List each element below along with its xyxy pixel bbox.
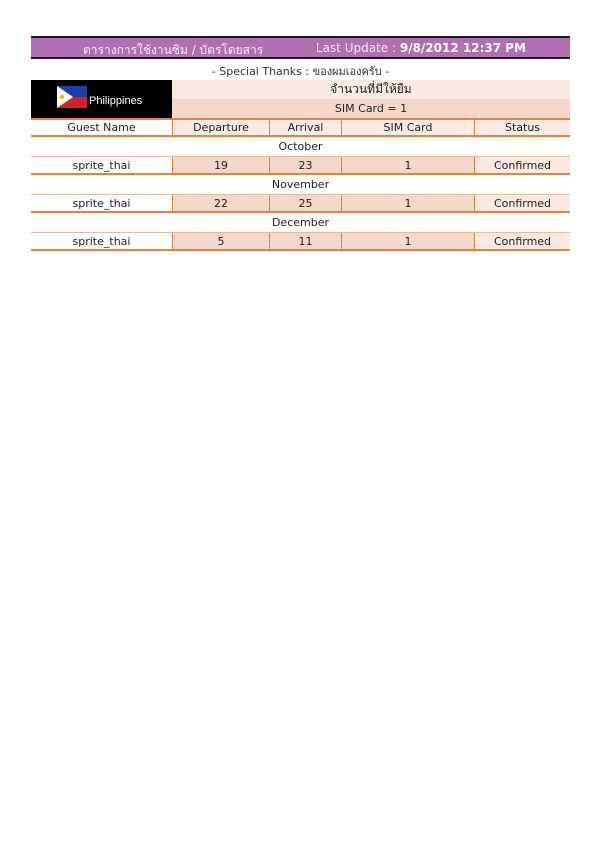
col-status: Status (474, 120, 570, 135)
col-guest-name: Guest Name (67, 121, 136, 134)
month-heading-october: October (278, 140, 323, 153)
month-heading-december: December (271, 216, 330, 229)
guest-name: sprite_thai (72, 159, 131, 172)
page-header (31, 36, 570, 59)
page-title: ตารางการใช้งานซิม / บัตรโดยสาร (83, 43, 264, 57)
col-arrival: Arrival (269, 120, 341, 135)
departure-day: 5 (172, 233, 269, 249)
table-row (31, 194, 570, 213)
last-update (316, 41, 526, 55)
special-thanks: - Special Thanks : ของผมเองครับ - (211, 65, 390, 78)
sim-card-count: 1 (341, 157, 474, 173)
sim-card-count: 1 (341, 233, 474, 249)
column-header-row (31, 118, 570, 137)
sim-card-count: 1 (341, 195, 474, 211)
guest-name: sprite_thai (72, 235, 131, 248)
sim-count: SIM Card = 1 (172, 99, 570, 118)
last-update-value: 9/8/2012 12:37 PM (399, 41, 526, 55)
month-heading-november: November (271, 178, 330, 191)
arrival-day: 25 (269, 195, 341, 211)
arrival-day: 11 (269, 233, 341, 249)
status-badge: Confirmed (474, 233, 570, 249)
last-update-label: Last Update : (315, 41, 400, 55)
country-name: Philippines (89, 95, 143, 107)
availability-heading: จำนวนที่มีให้ยืม (172, 80, 570, 99)
status-badge: Confirmed (474, 195, 570, 211)
col-sim-card: SIM Card (341, 120, 474, 135)
table-row (31, 232, 570, 251)
status-badge: Confirmed (474, 157, 570, 173)
sim-count-row (31, 99, 570, 118)
departure-day: 22 (172, 195, 269, 211)
table-row (31, 156, 570, 175)
departure-day: 19 (172, 157, 269, 173)
arrival-day: 23 (269, 157, 341, 173)
guest-name: sprite_thai (72, 197, 131, 210)
availability-heading-row (31, 80, 570, 99)
col-departure: Departure (172, 120, 269, 135)
